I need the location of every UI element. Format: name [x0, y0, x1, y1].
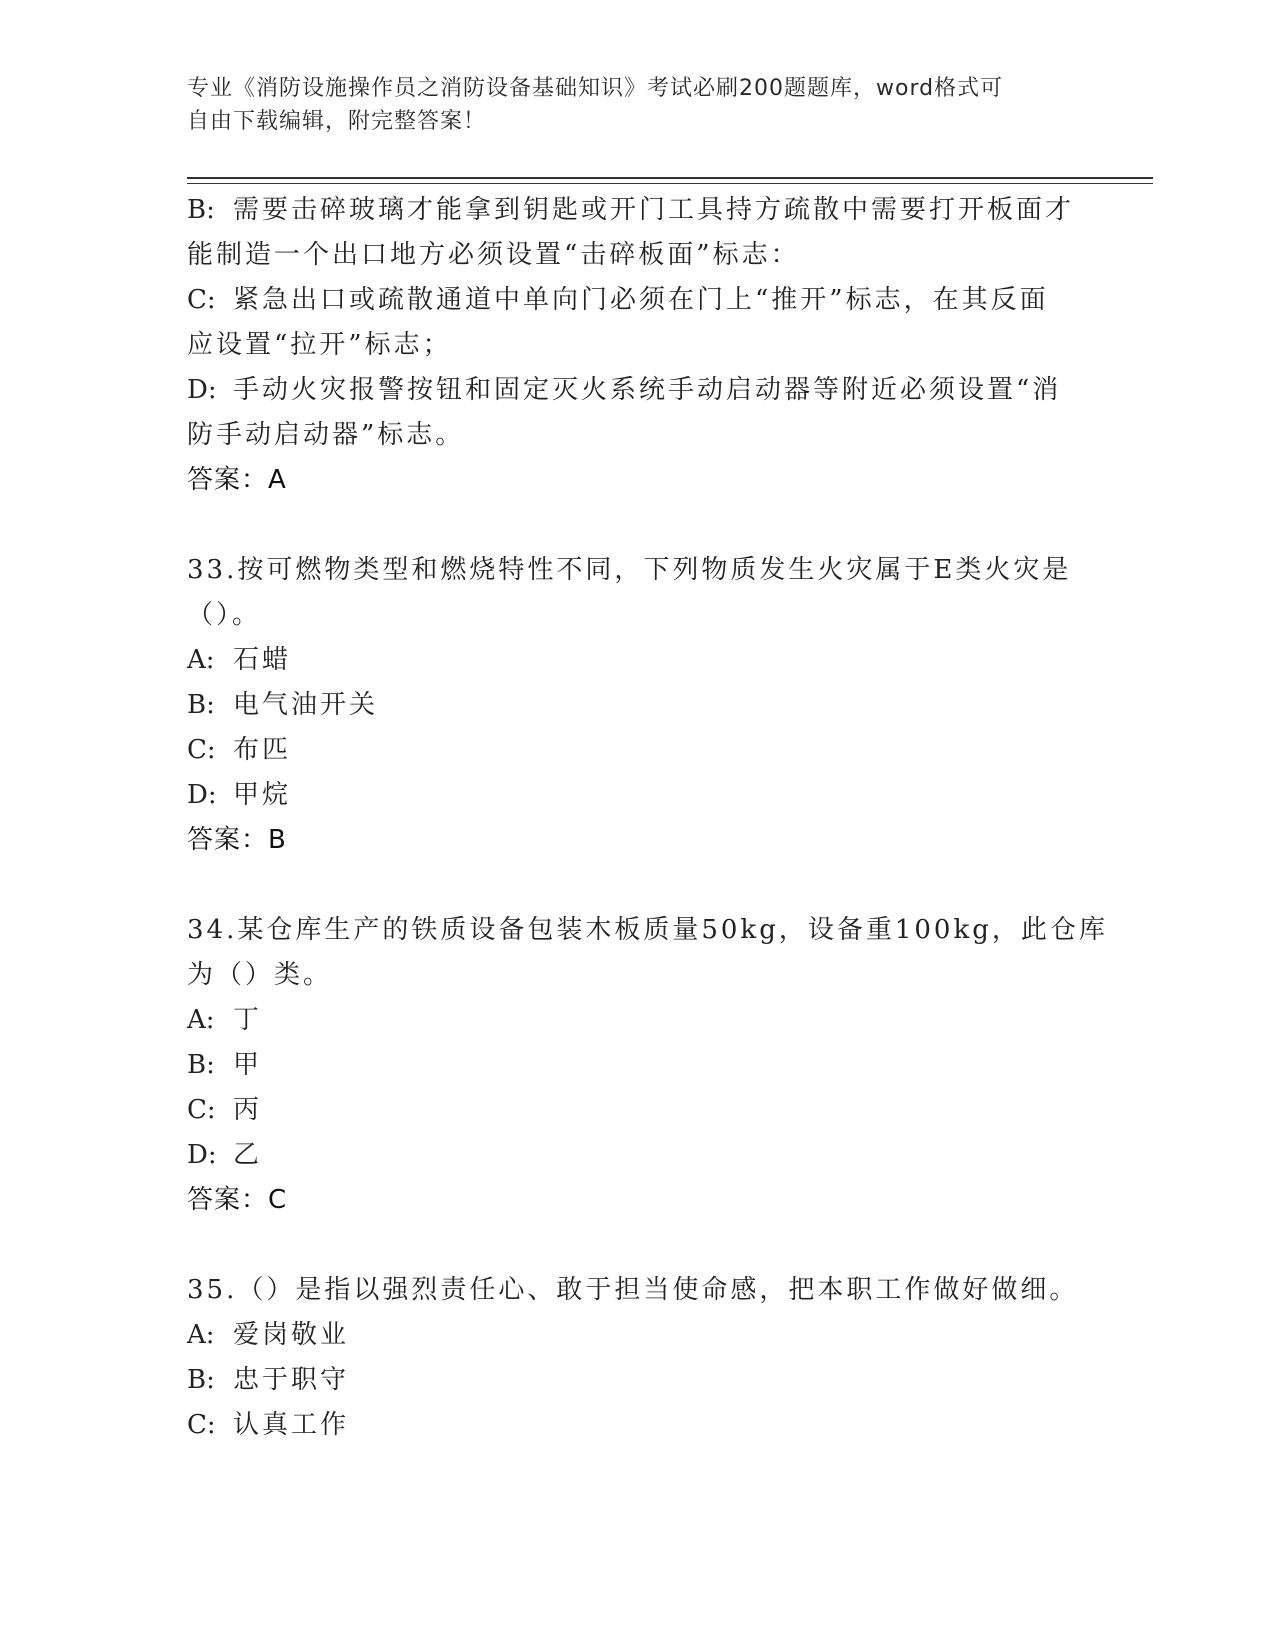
question-stem: 35.（）是指以强烈责任心、敢于担当使命感，把本职工作做好做细。 — [187, 1275, 1079, 1305]
option-label: C: — [187, 285, 216, 315]
option-label: D: — [187, 1140, 217, 1170]
option-b — [187, 1358, 1077, 1403]
option-text: 丙 — [233, 1095, 263, 1125]
option-c — [187, 728, 1077, 773]
option-label: D: — [187, 375, 217, 405]
question-stem-continuation: 为（）类。 — [187, 960, 333, 990]
option-b — [187, 683, 1077, 728]
option-b — [187, 1043, 1077, 1088]
question-stem: 34.某仓库生产的铁质设备包装木板质量50kg，设备重100kg，此仓库 — [187, 915, 1108, 945]
option-d — [187, 368, 1077, 413]
option-a — [187, 998, 1077, 1043]
option-label: A: — [187, 645, 215, 675]
option-text: 紧急出口或疏散通道中单向门必须在门上“推开”标志，在其反面 — [233, 285, 1049, 315]
header-line-2: 自由下载编辑，附完整答案！ — [187, 109, 487, 134]
option-b-continuation: 能制造一个出口地方必须设置“击碎板面”标志： — [187, 240, 800, 270]
option-label: A: — [187, 1320, 215, 1350]
spacer — [187, 863, 1077, 908]
option-text: 甲烷 — [233, 780, 292, 810]
option-d — [187, 773, 1077, 818]
option-label: B: — [187, 195, 215, 225]
option-text: 认真工作 — [233, 1410, 350, 1440]
question-33 — [187, 548, 1077, 863]
option-b — [187, 188, 1077, 233]
option-label: B: — [187, 690, 215, 720]
option-label: A: — [187, 1005, 215, 1035]
option-c — [187, 1088, 1077, 1133]
option-d — [187, 1133, 1077, 1178]
option-label: C: — [187, 1410, 216, 1440]
question-32-continued — [187, 188, 1077, 503]
answer-line: 答案：B — [187, 825, 287, 855]
question-34 — [187, 908, 1108, 1223]
answer-line: 答案：C — [187, 1185, 288, 1215]
option-a — [187, 1313, 1077, 1358]
option-c — [187, 278, 1077, 323]
spacer — [187, 1223, 1077, 1268]
option-text: 丁 — [233, 1005, 263, 1035]
question-35 — [187, 1268, 1077, 1448]
option-text: 手动火灾报警按钮和固定灭火系统手动启动器等附近必须设置“消 — [233, 375, 1062, 405]
option-label: B: — [187, 1365, 215, 1395]
option-a — [187, 638, 1077, 683]
option-c — [187, 1403, 1077, 1448]
document-header — [187, 72, 1067, 138]
question-stem: 33.按可燃物类型和燃烧特性不同，下列物质发生火灾属于E类火灾是 — [187, 555, 1072, 585]
option-text: 甲 — [233, 1050, 263, 1080]
option-c-continuation: 应设置“拉开”标志； — [187, 330, 452, 360]
document-body — [187, 188, 1108, 1448]
option-text: 乙 — [233, 1140, 263, 1170]
header-divider-thin — [187, 183, 1153, 184]
option-text: 爱岗敬业 — [233, 1320, 350, 1350]
option-text: 需要击碎玻璃才能拿到钥匙或开门工具持方疏散中需要打开板面才 — [233, 195, 1075, 225]
option-label: D: — [187, 780, 217, 810]
header-divider-thick — [187, 177, 1153, 179]
option-text: 忠于职守 — [233, 1365, 350, 1395]
option-text: 布匹 — [233, 735, 292, 765]
option-label: C: — [187, 1095, 216, 1125]
header-line-1: 专业《消防设施操作员之消防设备基础知识》考试必刷200题题库，word格式可 — [187, 76, 1004, 101]
option-label: B: — [187, 1050, 215, 1080]
option-text: 电气油开关 — [233, 690, 379, 720]
option-d-continuation: 防手动启动器”标志。 — [187, 420, 465, 450]
spacer — [187, 503, 1077, 548]
option-text: 石蜡 — [233, 645, 292, 675]
question-stem-continuation: （）。 — [187, 600, 262, 630]
answer-line: 答案：A — [187, 465, 287, 495]
option-label: C: — [187, 735, 216, 765]
